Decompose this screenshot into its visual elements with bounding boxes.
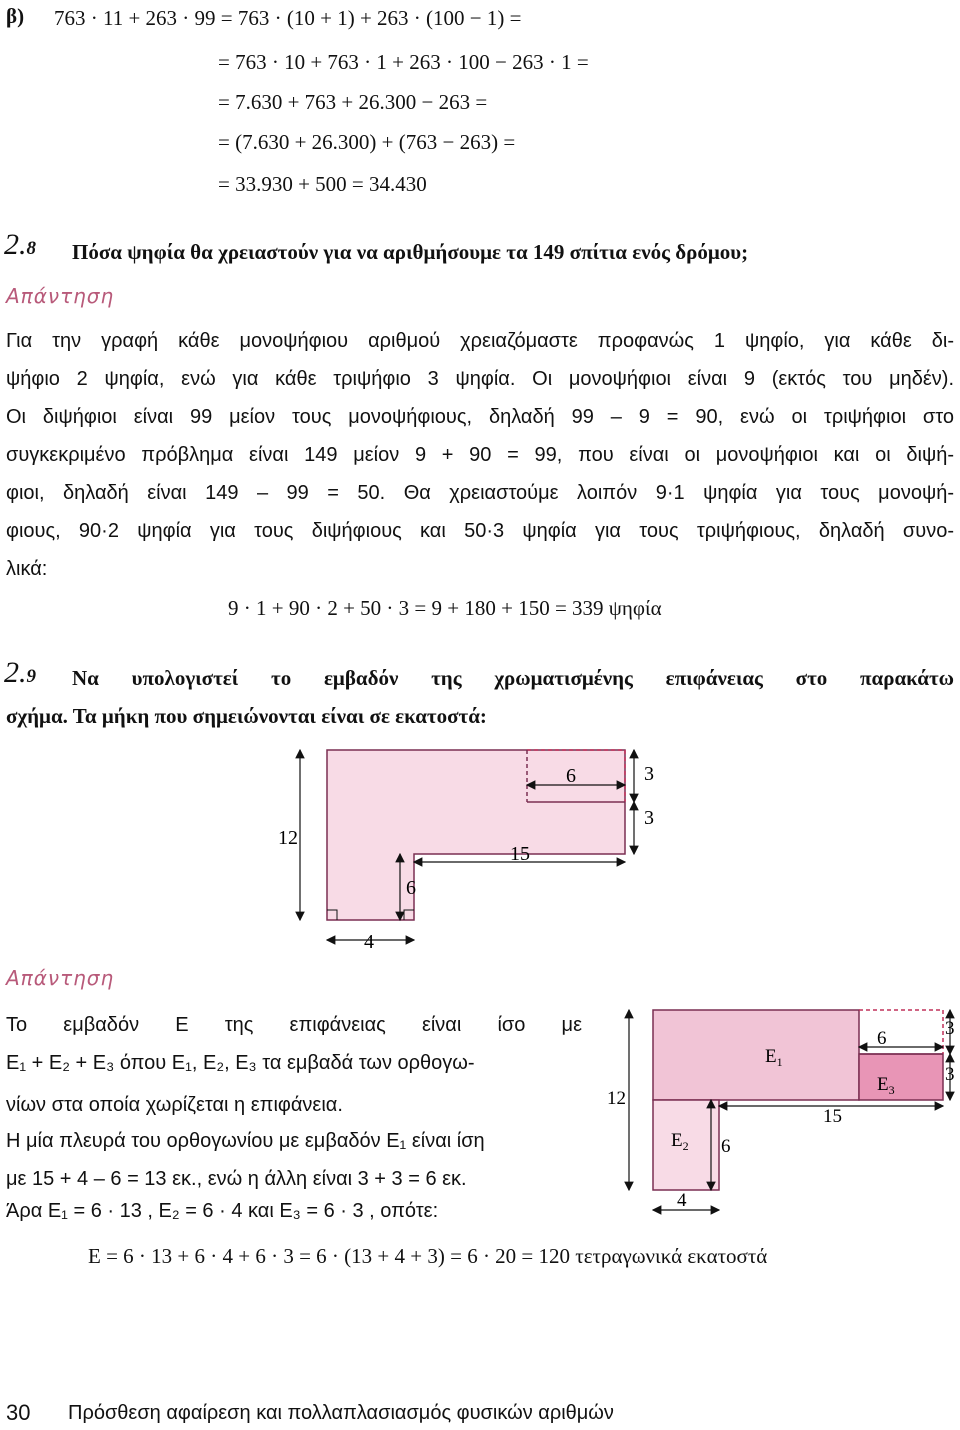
- answer-label-2-8: Απάντηση: [6, 284, 115, 308]
- e2-label: $E_2$: [671, 1130, 689, 1153]
- region-e1: [653, 1010, 859, 1100]
- dim-6-top-label: 6: [877, 1028, 887, 1049]
- page-number: 30: [6, 1400, 31, 1425]
- exercise-2-9-question-line-1: Να υπολογιστεί το εμβαδόν της χρωματισμένης επιφάνειας στο παρακάτω: [72, 666, 954, 690]
- figure-shape-answer: [605, 1000, 960, 1220]
- answer-label-2-9: Απάντηση: [6, 966, 115, 990]
- exercise-number-minor: 8: [26, 238, 36, 259]
- chapter-title: Πρόσθεση αφαίρεση και πολλαπλασιασμός φυσικών αριθμών: [68, 1402, 614, 1424]
- para-2-8-line-6: φιους, 90·2 ψηφία για τους διψήφιους και 50·3 ψηφία για τους τριψήφιους, δηλαδή συνο-: [6, 520, 954, 542]
- calc-label: β): [6, 4, 25, 28]
- calc-line-1: 763 · 11 + 263 · 99 = 763 · (10 + 1) + 263 · (100 − 1) =: [54, 6, 522, 30]
- dim-15-label: 15: [823, 1106, 842, 1127]
- answer-2-9-line-2: Ε₁ + Ε₂ + Ε₃ όπου Ε₁, Ε₂, Ε₃ τα εμβαδά των ορθογω-: [6, 1052, 475, 1074]
- para-2-8-line-1: Για την γραφή κάθε μονοψήφιου αριθμού χρειαζόμαστε προφανώς 1 ψηφίο, για κάθε δι-: [6, 330, 954, 352]
- dim-15-label: 15: [510, 843, 530, 865]
- answer-2-9-line-4: Η μία πλευρά του ορθογωνίου με εμβαδόν Ε₁ είναι ίση: [6, 1130, 485, 1152]
- para-2-8-line-5: φιοι, δηλαδή είναι 149 – 99 = 50. Θα χρειαστούμε λοιπόν 9·1 ψηφία για τους μονοψή-: [6, 482, 954, 504]
- para-2-8-line-2: ψήφιο 2 ψηφία, ενώ για κάθε τριψήφιο 3 ψηφία. Οι μονοψήφιοι είναι 9 (εκτός του μηδέν).: [6, 368, 954, 390]
- calc-line-2: = 763 · 10 + 763 · 1 + 263 · 100 − 263 · 1 =: [218, 50, 589, 74]
- answer-2-9-line-5: με 15 + 4 – 6 = 13 εκ., ενώ η άλλη είναι 3 + 3 = 6 εκ.: [6, 1168, 467, 1190]
- exercise-number-major: 2.: [4, 228, 27, 261]
- dim-6-left-label: 6: [721, 1136, 731, 1157]
- exercise-2-9-number: [4, 656, 36, 690]
- dim-3-b-label: 3: [945, 1064, 955, 1085]
- dim-4-label: 4: [677, 1190, 687, 1211]
- dim-4-label: 4: [364, 931, 374, 953]
- e1-label: $E_1$: [765, 1046, 783, 1069]
- calc-line-5: = 33.930 + 500 = 34.430: [218, 172, 427, 196]
- dim-3-a-label: 3: [644, 763, 654, 785]
- answer-2-9-line-3: νίων στα οποία χωρίζεται η επιφάνεια.: [6, 1094, 343, 1116]
- dim-3-b-label: 3: [644, 807, 654, 829]
- answer-2-9-line-1: Το εμβαδόν Ε της επιφάνειας είναι ίσο με: [6, 1014, 582, 1036]
- exercise-2-8-question: Πόσα ψηφία θα χρειαστούν για να αριθμήσουμε τα 149 σπίτια ενός δρόμου;: [72, 240, 749, 264]
- dim-6-left-label: 6: [406, 877, 416, 899]
- para-2-8-line-4: συγκεκριμένο πρόβλημα είναι 149 μείον 9 + 90 = 99, που είναι οι μονοψήφιοι και οι διψή-: [6, 444, 954, 466]
- dim-12-label: 12: [278, 827, 298, 849]
- para-2-8-line-3: Οι διψήφιοι είναι 99 μείον τους μονοψήφιους, δηλαδή 99 – 9 = 90, ενώ οι τριψήφιοι στο: [6, 406, 954, 428]
- figure-shape-question: [270, 740, 690, 970]
- dim-12-label: 12: [607, 1088, 626, 1109]
- shaded-region: [327, 750, 625, 920]
- exercise-number-minor: 9: [26, 666, 36, 687]
- exercise-2-8-number: [4, 228, 36, 262]
- e3-label: $E_3$: [877, 1074, 895, 1097]
- region-e3: [859, 1054, 943, 1100]
- exercise-number-major: 2.: [4, 656, 27, 689]
- exercise-2-9-question-line-2: σχήμα. Τα μήκη που σημειώνονται είναι σε εκατοστά:: [6, 704, 487, 728]
- dim-3-a-label: 3: [945, 1018, 955, 1039]
- final-area-formula: Ε = 6 · 13 + 6 · 4 + 6 · 3 = 6 · (13 + 4 + 3) = 6 · 20 = 120 τετραγωνικά εκατοστά: [88, 1244, 768, 1268]
- digits-formula: 9 · 1 + 90 · 2 + 50 · 3 = 9 + 180 + 150 = 339 ψηφία: [228, 596, 662, 620]
- answer-2-9-line-6: Άρα Ε₁ = 6 · 13 , Ε₂ = 6 · 4 και Ε₃ = 6 · 3 , οπότε:: [6, 1200, 439, 1222]
- para-2-8-line-7: λικά:: [6, 558, 48, 580]
- calc-line-3: = 7.630 + 763 + 26.300 − 263 =: [218, 90, 488, 114]
- calc-line-4: = (7.630 + 26.300) + (763 − 263) =: [218, 130, 516, 154]
- dim-6-top-label: 6: [566, 765, 576, 787]
